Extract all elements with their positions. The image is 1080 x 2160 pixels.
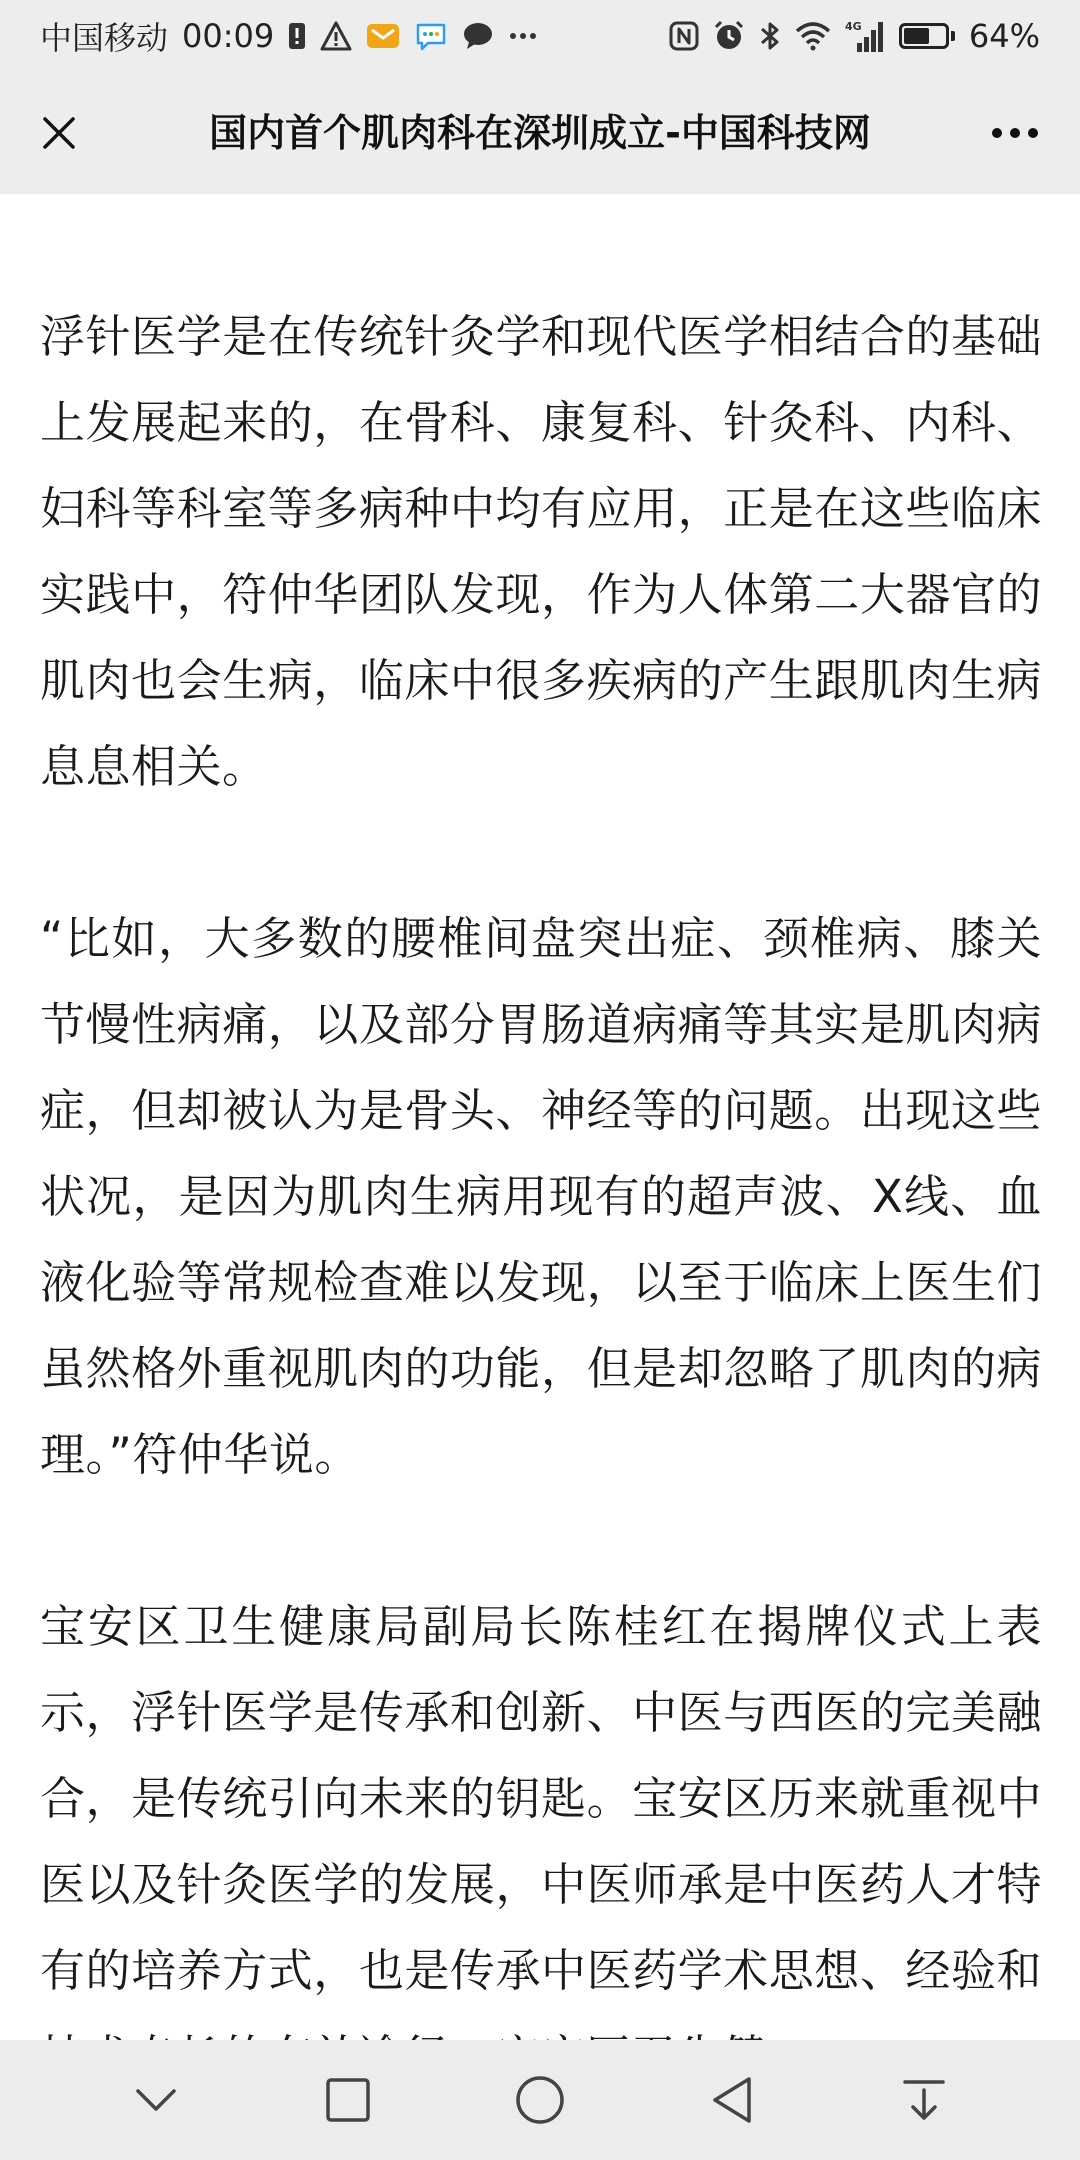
nfc-icon [669,19,699,53]
page-title: 国内首个肌肉科在深圳成立-中国科技网 [209,111,871,155]
more-options-button[interactable] [980,102,1050,164]
battery-fill [904,28,930,44]
recent-apps-button[interactable] [303,2055,393,2145]
article-paragraph-2: “比如，大多数的腰椎间盘突出症、颈椎病、膝关节慢性病痛，以及部分胃肠道病痛等其实是肌肉病症，但却被认为是骨头、神经等的问题。出现这些状况，是因为肌肉生病用现有的超声波、X线、血液化验等常规检查难以发现，以至于临床上医生们虽然格外重视肌肉的功能，但是却忽略了肌肉的病理。”符仲华说。 [40,912,1042,1481]
article-paragraph-1: 浮针医学是在传统针灸学和现代医学相结合的基础上发展起来的，在骨科、康复科、针灸科、内科、妇科等科室等多病种中均有应用，正是在这些临床实践中，符仲华团队发现，作为人体第二大器官的肌肉也会生病，临床中很多疾病的产生跟肌肉生病息息相关。 [40,310,1042,793]
back-button[interactable] [687,2055,777,2145]
message-bubble-icon [462,19,494,53]
home-button[interactable] [495,2055,585,2145]
carrier-name: 中国移动 [40,19,169,57]
square-icon [325,2077,371,2123]
close-icon [39,113,79,153]
signal-icon [845,19,885,53]
status-right [669,17,1040,55]
circle-icon [514,2074,566,2126]
battery-tip [951,31,955,41]
network-type-label: 4G [844,20,862,33]
system-navigation-bar [0,2040,1080,2160]
alarm-icon [713,19,745,53]
battery-icon [899,23,955,49]
triangle-back-icon [709,2075,755,2125]
wifi-icon [795,19,831,53]
status-bar [0,0,1080,72]
more-dots-icon [508,19,538,53]
battery-percent: 64% [968,17,1040,55]
collapse-button[interactable] [111,2055,201,2145]
battery-body [899,23,949,49]
warning-icon [320,19,352,53]
bluetooth-icon [759,19,781,53]
status-left [40,13,538,59]
notification-pull-down-icon [901,2076,947,2124]
app-header [0,72,1080,194]
sim-alert-icon [288,19,306,53]
close-button[interactable] [28,102,90,164]
mail-notification-icon [366,19,400,53]
notification-pull-down-button[interactable] [879,2055,969,2145]
article-body[interactable] [0,194,1080,2040]
chat-app-icon [414,19,448,53]
chevron-down-icon [134,2087,178,2113]
article-paragraph-3: 宝安区卫生健康局副局长陈桂红在揭牌仪式上表示，浮针医学是传承和创新、中医与西医的完美融合，是传统引向未来的钥匙。宝安区历来就重视中医以及针灸医学的发展，中医师承是中医药人才特有的培养方式，也是传承中医药学术思想、经验和 [40,1600,1042,1997]
clock: 00:09 [182,17,275,55]
more-horizontal-icon [990,126,1040,140]
